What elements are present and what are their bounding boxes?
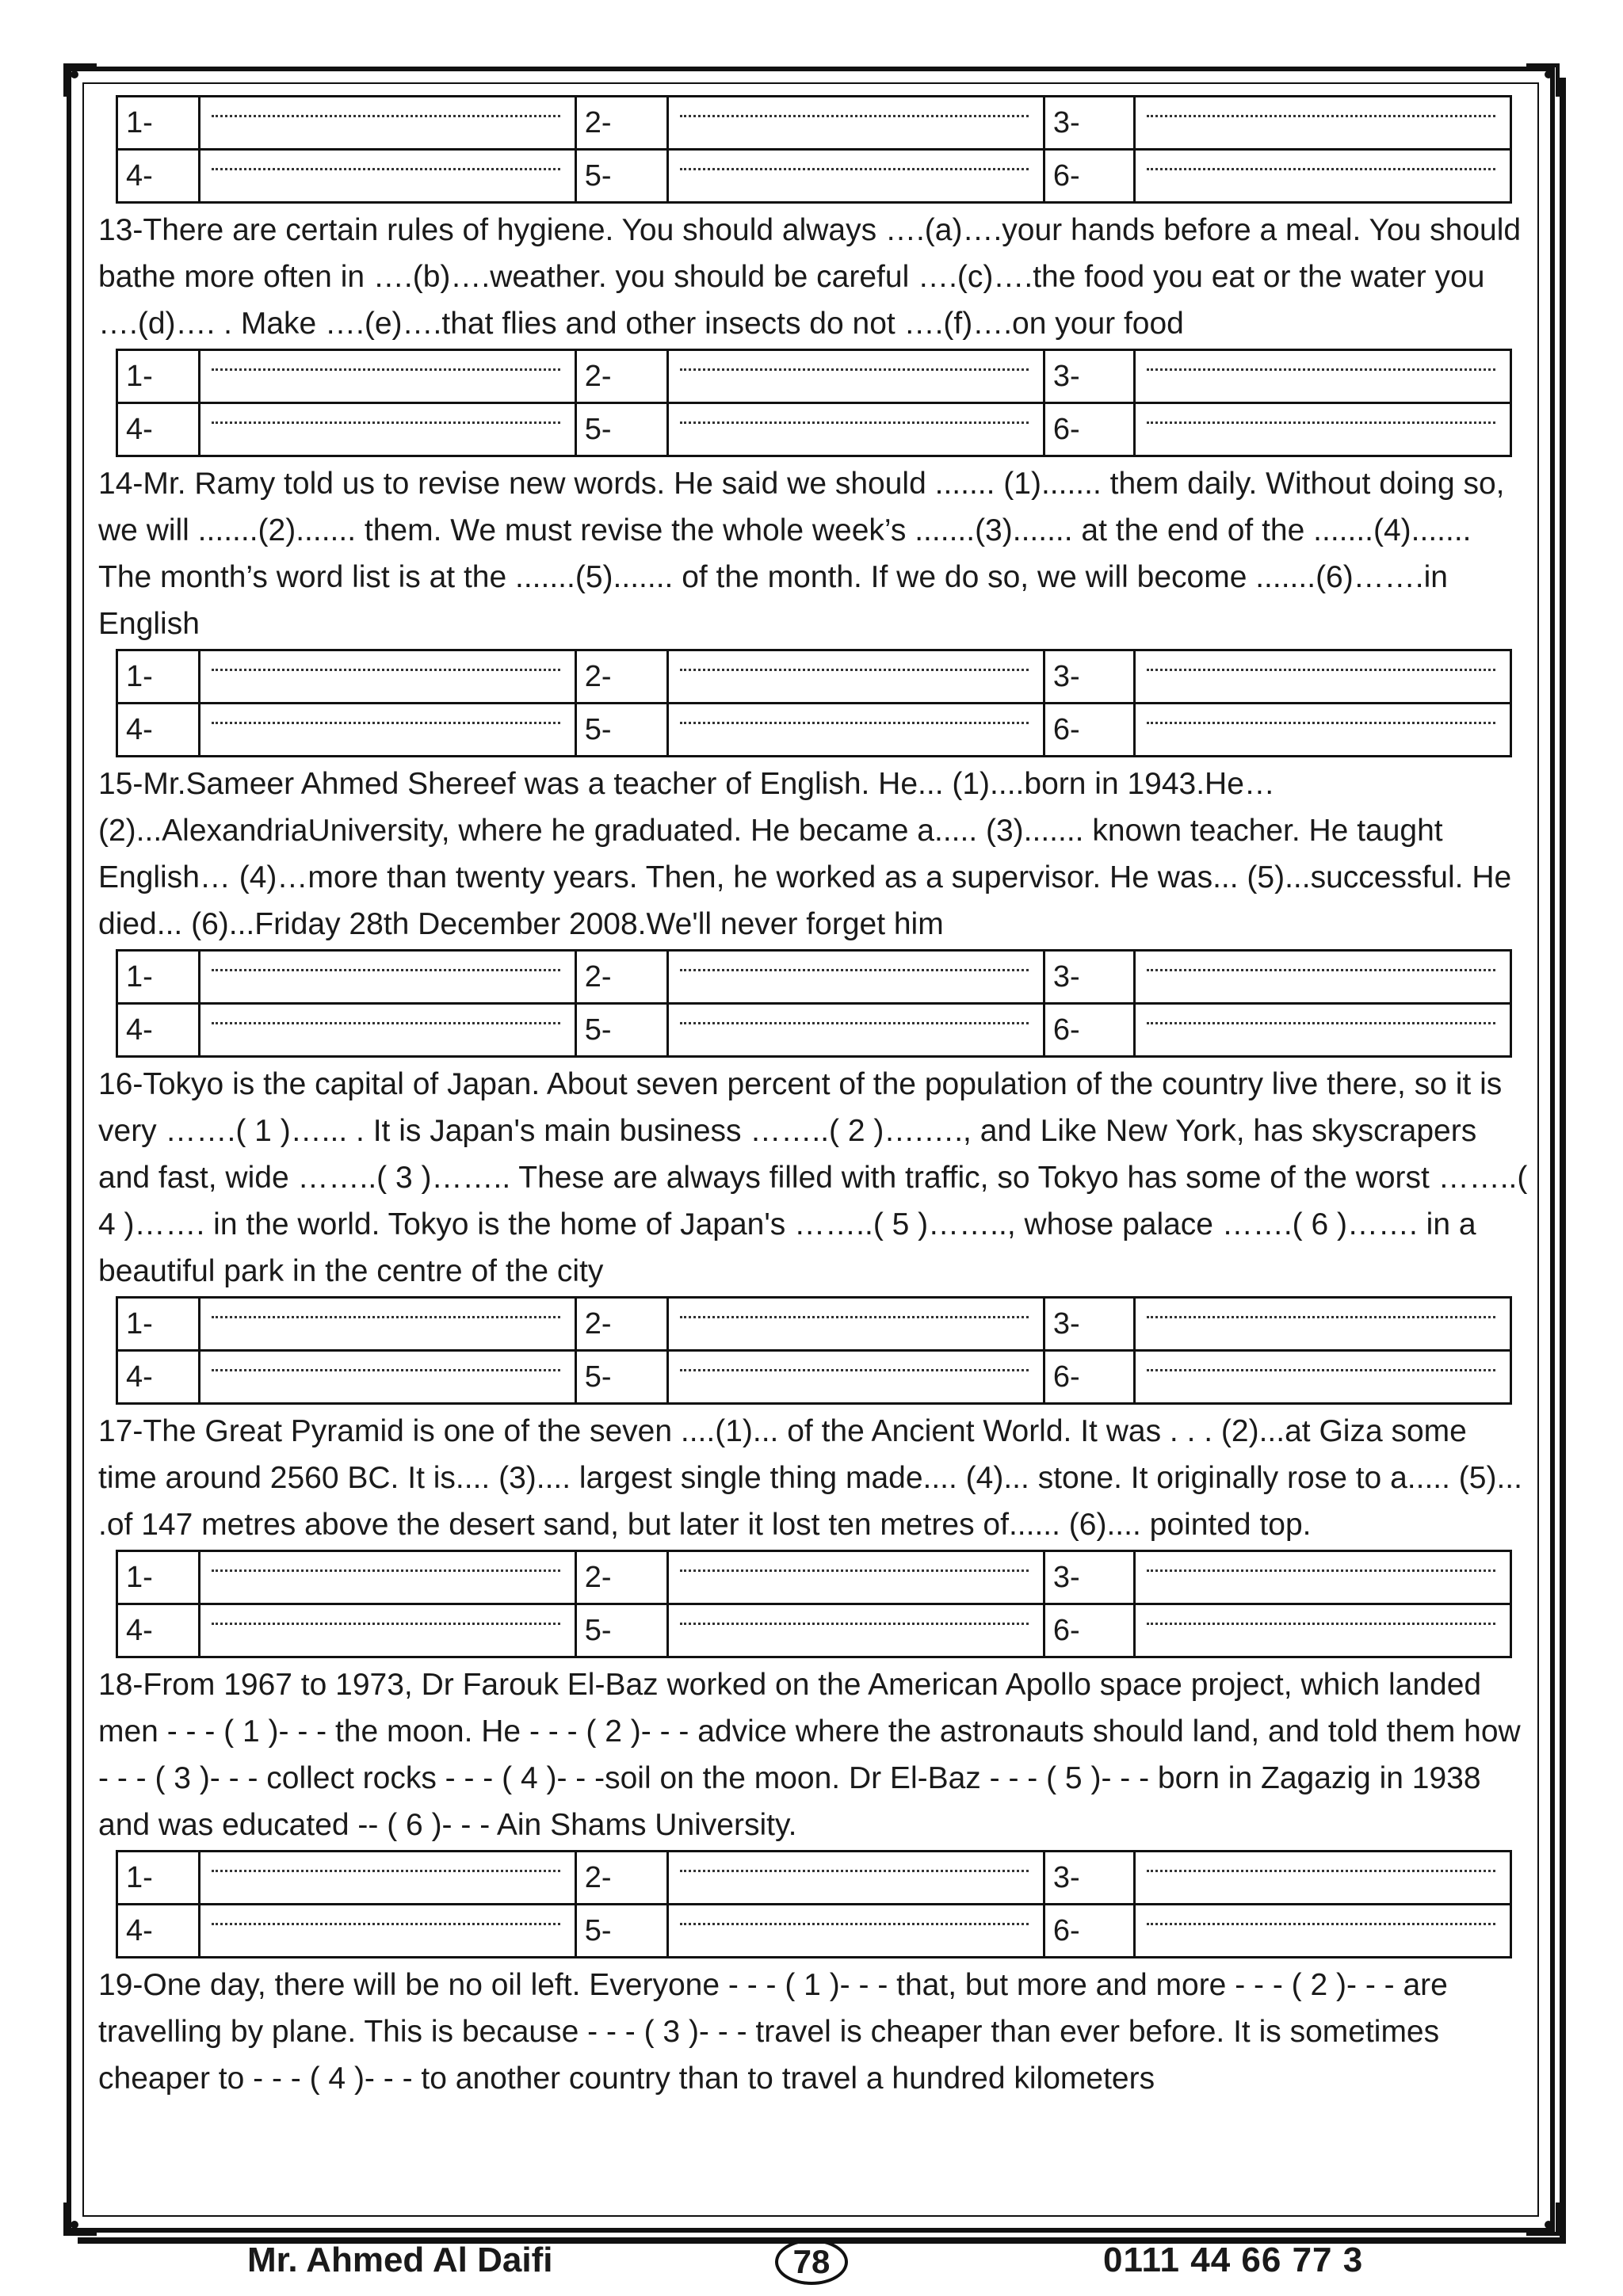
answer-blank-5[interactable]	[667, 1905, 1044, 1958]
answer-blank-4[interactable]	[199, 704, 575, 757]
answer-label: 4-	[117, 1604, 200, 1657]
answer-blank-3[interactable]	[1134, 1852, 1510, 1905]
answer-blank-5[interactable]	[667, 150, 1044, 203]
passage-18: 18-From 1967 to 1973, Dr Farouk El-Baz worked on the American Apollo space project, which landed men - - - ( 1 )- - - the moon. He - - - ( 2 )- - - advice where the astronauts should land, and told them how - - - ( 3 )- - - collect rocks - - - ( 4 )- - -soil on the moon. Dr El-Baz - - - ( 5 )- - - born in Zagazig in 1938 and was educated -- ( 6 )- - - Ain Shams University.	[98, 1668, 1521, 1842]
answer-label: 5-	[575, 1604, 667, 1657]
answer-label: 4-	[117, 704, 200, 757]
answer-blank-4[interactable]	[199, 1905, 575, 1958]
answer-blank-3[interactable]	[1134, 97, 1510, 150]
answer-table-16	[116, 1296, 1512, 1405]
answer-blank-1[interactable]	[199, 350, 575, 403]
answer-label: 5-	[575, 150, 667, 203]
answer-blank-1[interactable]	[199, 650, 575, 704]
answer-label: 1-	[117, 350, 200, 403]
answer-label: 6-	[1044, 1905, 1134, 1958]
passage-15: 15-Mr.Sameer Ahmed Shereef was a teacher of English. He... (1)....born in 1943.He… (2)...AlexandriaUniversity, where he graduated. He became a..... (3)....... known teacher. He taught English… (4)…more than twenty years. Then, he worked as a supervisor. He was... (5)...successful. He died... (6)...Friday 28th December 2008.We'll never forget him	[98, 767, 1512, 941]
answer-label: 2-	[575, 1298, 667, 1351]
answer-label: 2-	[575, 951, 667, 1004]
footer-phone: 0111 44 66 77 3	[1103, 2241, 1364, 2279]
answer-label: 5-	[575, 1905, 667, 1958]
answer-blank-4[interactable]	[199, 1004, 575, 1057]
answer-label: 6-	[1044, 704, 1134, 757]
answer-label: 4-	[117, 1004, 200, 1057]
answer-label: 3-	[1044, 650, 1134, 704]
answer-blank-2[interactable]	[667, 350, 1044, 403]
answer-blank-1[interactable]	[199, 1852, 575, 1905]
answer-label: 6-	[1044, 1604, 1134, 1657]
answer-blank-4[interactable]	[199, 403, 575, 456]
answer-label: 6-	[1044, 403, 1134, 456]
answer-blank-1[interactable]	[199, 97, 575, 150]
answer-blank-5[interactable]	[667, 1004, 1044, 1057]
answer-blank-2[interactable]	[667, 650, 1044, 704]
answer-blank-1[interactable]	[199, 1551, 575, 1604]
answer-blank-4[interactable]	[199, 1351, 575, 1404]
frame-corner-ornament-top-right	[1525, 63, 1560, 98]
passage-16: 16-Tokyo is the capital of Japan. About seven percent of the population of the country live there, so it is very …….( 1 )…... . It is Japan's main business ……..( 2 )….…., and Like New York, has skyscrapers and fast, wide ……..( 3 )…….. These are always filled with traffic, so Tokyo has some of the worst ……..( 4 )……. in the world. Tokyo is the home of Japan's ……..( 5 )…….., whose palace …….( 6 )……. in a beautiful park in the centre of the city	[98, 1067, 1528, 1288]
answer-blank-4[interactable]	[199, 150, 575, 203]
answer-blank-5[interactable]	[667, 403, 1044, 456]
answer-label: 1-	[117, 650, 200, 704]
answer-label: 2-	[575, 97, 667, 150]
answer-blank-3[interactable]	[1134, 350, 1510, 403]
worksheet-content	[95, 95, 1529, 2103]
answer-label: 2-	[575, 1852, 667, 1905]
answer-label: 4-	[117, 150, 200, 203]
answer-blank-3[interactable]	[1134, 951, 1510, 1004]
answer-table-18	[116, 1850, 1512, 1958]
answer-table-17	[116, 1550, 1512, 1658]
answer-label: 1-	[117, 1298, 200, 1351]
answer-blank-4[interactable]	[199, 1604, 575, 1657]
answer-blank-6[interactable]	[1134, 704, 1510, 757]
answer-blank-6[interactable]	[1134, 403, 1510, 456]
answer-blank-3[interactable]	[1134, 650, 1510, 704]
answer-label: 1-	[117, 951, 200, 1004]
answer-label: 2-	[575, 350, 667, 403]
answer-blank-2[interactable]	[667, 951, 1044, 1004]
answer-label: 6-	[1044, 150, 1134, 203]
answer-blank-2[interactable]	[667, 1852, 1044, 1905]
answer-table-15	[116, 949, 1512, 1058]
answer-label: 3-	[1044, 1852, 1134, 1905]
answer-blank-2[interactable]	[667, 1298, 1044, 1351]
answer-label: 1-	[117, 1551, 200, 1604]
answer-table	[116, 95, 1512, 204]
answer-label: 5-	[575, 1004, 667, 1057]
answer-label: 5-	[575, 1351, 667, 1404]
frame-corner-ornament-bottom-right	[1525, 2201, 1560, 2236]
answer-label: 3-	[1044, 97, 1134, 150]
answer-label: 6-	[1044, 1004, 1134, 1057]
answer-label: 4-	[117, 1905, 200, 1958]
answer-label: 3-	[1044, 951, 1134, 1004]
passage-17: 17-The Great Pyramid is one of the seven ....(1)... of the Ancient World. It was . . . (2)...at Giza some time around 2560 BC. It is.... (3).... largest single thing made.... (4)... stone. It originally rose to a..... (5)... .of 147 metres above the desert sand, but later it lost ten metres of...... (6).... pointed top.	[98, 1414, 1522, 1542]
passage-19: 19-One day, there will be no oil left. Everyone - - - ( 1 )- - - that, but more and more - - - ( 2 )- - - are travelling by plane. This is because - - - ( 3 )- - - travel is cheaper than ever before. It is sometimes cheaper to - - - ( 4 )- - - to another country than to travel a hundred kilometers	[98, 1968, 1448, 2096]
answer-blank-6[interactable]	[1134, 1351, 1510, 1404]
answer-blank-1[interactable]	[199, 951, 575, 1004]
answer-label: 3-	[1044, 350, 1134, 403]
answer-table-13	[116, 349, 1512, 457]
answer-blank-2[interactable]	[667, 97, 1044, 150]
passage-14: 14-Mr. Ramy told us to revise new words. He said we should ....... (1)....... them daily. Without doing so, we will .......(2)....... them. We must revise the whole week’s .......(3)....... at the end of the .......(4)....... The month’s word list is at the .......(5)....... of the month. If we do so, we will become .......(6)…….in English	[98, 467, 1505, 641]
answer-label: 4-	[117, 403, 200, 456]
answer-blank-5[interactable]	[667, 1604, 1044, 1657]
answer-blank-2[interactable]	[667, 1551, 1044, 1604]
answer-label: 2-	[575, 650, 667, 704]
page-number-badge: 78	[775, 2239, 848, 2285]
answer-blank-5[interactable]	[667, 704, 1044, 757]
answer-blank-6[interactable]	[1134, 150, 1510, 203]
answer-label: 4-	[117, 1351, 200, 1404]
passage-13: 13-There are certain rules of hygiene. You should always ….(a)….your hands before a meal. You should bathe more often in ….(b)….weather. you should be careful ….(c)….the food you eat or the water you ….(d)…. . Make ….(e)….that flies and other insects do not ….(f)….on your food	[98, 213, 1522, 341]
answer-label: 5-	[575, 704, 667, 757]
frame-corner-ornament-bottom-left	[63, 2201, 98, 2236]
answer-label: 1-	[117, 1852, 200, 1905]
answer-blank-6[interactable]	[1134, 1004, 1510, 1057]
answer-label: 1-	[117, 97, 200, 150]
answer-label: 5-	[575, 403, 667, 456]
frame-corner-ornament-top-left	[63, 63, 98, 98]
answer-blank-1[interactable]	[199, 1298, 575, 1351]
footer-author: Mr. Ahmed Al Daifi	[247, 2241, 553, 2279]
answer-label: 6-	[1044, 1351, 1134, 1404]
answer-blank-5[interactable]	[667, 1351, 1044, 1404]
answer-blank-3[interactable]	[1134, 1551, 1510, 1604]
answer-label: 3-	[1044, 1298, 1134, 1351]
answer-label: 3-	[1044, 1551, 1134, 1604]
answer-table-14	[116, 649, 1512, 757]
answer-blank-6[interactable]	[1134, 1905, 1510, 1958]
answer-blank-6[interactable]	[1134, 1604, 1510, 1657]
answer-blank-3[interactable]	[1134, 1298, 1510, 1351]
page-footer	[0, 2239, 1623, 2286]
answer-label: 2-	[575, 1551, 667, 1604]
